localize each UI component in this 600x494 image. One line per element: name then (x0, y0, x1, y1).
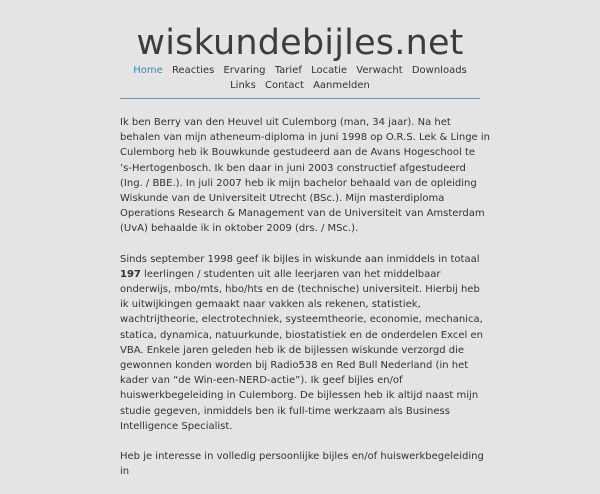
main-nav (120, 64, 480, 93)
experience-paragraph (120, 252, 490, 434)
nav-divider (120, 98, 480, 99)
experience-text-start: Sinds september 1998 geef ik bijles in wiskunde aan inmiddels in totaal (120, 253, 480, 265)
nav-item-ervaring[interactable]: Ervaring (223, 65, 266, 76)
interest-paragraph: Heb je interesse in volledig persoonlijke bijles en/of huiswerkbegeleiding in (120, 451, 484, 478)
student-count: 197 (120, 268, 141, 280)
nav-item-reacties[interactable]: Reacties (171, 65, 215, 76)
nav-item-links[interactable]: Links (230, 79, 256, 91)
intro-paragraph: Ik ben Berry van den Heuvel uit Culemborg (man, 34 jaar). Na het behalen van mijn atheneum-diploma in juni 1998 op O.R.S. Lek & Linge in Culemborg heb ik Bouwkunde gestudeerd aan de Avans Hogeschool te ’s-Hertogenbosch. Ik ben daar in juni 2003 constructief afgestudeerd (Ing. / BBE.). In juli 2007 heb ik mijn bachelor behaald van de opleiding Wiskunde van de Universiteit Utrecht (BSc.). Mijn masterdiploma Operations Research & Management van de Universiteit van Amsterdam (UvA) behaalde ik in oktober 2009 (drs. / MSc.). (120, 117, 490, 235)
nav-item-downloads[interactable]: Downloads (411, 65, 467, 76)
experience-text-end: leerlingen / studenten uit alle leerjaren van het middelbaar onderwijs, mbo/mts, hbo/hts en de (technische) universiteit. Hierbij heb ik uitwijkingen gemaakt naar vakken als rekenen, statistiek, wachtrijtheorie, electrotechniek, systeemtheorie, economie, mechanica, statica, dynamica, natuurkunde, biostatistiek en de onderdelen Excel en VBA. Enkele jaren geleden heb ik de bijlessen wiskunde verzorgd die gewonnen konden worden bij Radio538 en Red Bull Nederland (in het kader van “de Win-een-NERD-actie”). Ik geef bijles en/of huiswerkbegeleiding in Culemborg. De bijlessen heb ik altijd naast mijn studie gegeven, inmiddels ben ik full-time werkzaam als Business Intelligence Specialist. (120, 268, 483, 432)
nav-item-locatie[interactable]: Locatie (311, 65, 348, 76)
nav-item-aanmelden[interactable]: Aanmelden (313, 79, 370, 91)
nav-item-contact[interactable]: Contact (264, 79, 304, 91)
main-content (120, 115, 490, 494)
nav-item-home[interactable]: Home (133, 65, 163, 76)
nav-item-tarief[interactable]: Tarief (274, 65, 302, 76)
nav-item-verwacht[interactable]: Verwacht (356, 65, 403, 76)
site-title-link[interactable]: wiskundebijles.net (136, 23, 464, 63)
